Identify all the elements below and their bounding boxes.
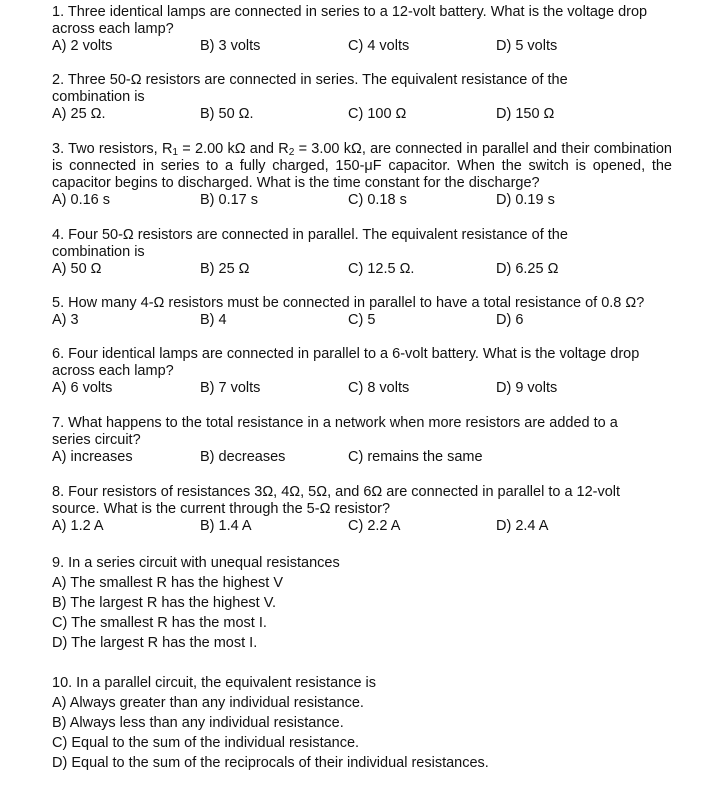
option-d: D) 5 volts — [496, 38, 558, 54]
option-d: D) Equal to the sum of the reciprocals of their individual resistances. — [52, 755, 489, 771]
question-9 — [52, 553, 676, 653]
text-segment: = 3.00 kΩ, are connected in parallel and their combination is connected in series to a fully charged, 150-μF capacitor. When the switch is opened, the capacitor begins to discharged. What is the time constant for the discharge? — [52, 141, 677, 191]
question-8-text: 8. Four resistors of resistances 3Ω, 4Ω, 5Ω, and 6Ω are connected in parallel to a 12-volt source. What is the current through the 5-Ω resistor? — [52, 484, 625, 517]
option-a: A) 1.2 A — [52, 518, 104, 534]
question-5 — [52, 295, 676, 329]
option-b: B) 1.4 A — [200, 518, 252, 534]
option-b: B) Always less than any individual resistance. — [52, 715, 344, 731]
question-6-text: 6. Four identical lamps are connected in parallel to a 6-volt battery. What is the voltage drop across each lamp? — [52, 346, 644, 379]
subscript: 1 — [172, 147, 179, 158]
question-4-options — [52, 261, 676, 278]
option-c: C) 8 volts — [348, 380, 410, 396]
question-5-options — [52, 312, 676, 329]
option-d: D) 9 volts — [496, 380, 558, 396]
option-a: A) The smallest R has the highest V — [52, 575, 284, 591]
question-3-options — [52, 192, 676, 209]
option-a: A) Always greater than any individual resistance. — [52, 695, 364, 711]
option-c: C) Equal to the sum of the individual resistance. — [52, 735, 360, 751]
option-b: B) 4 — [200, 312, 227, 328]
option-d: D) 0.19 s — [496, 192, 555, 208]
option-c: C) 4 volts — [348, 38, 410, 54]
option-a: A) 3 — [52, 312, 79, 328]
option-b: B) decreases — [200, 449, 286, 465]
option-b: B) 50 Ω. — [200, 106, 254, 122]
option-c: C) 12.5 Ω. — [348, 261, 415, 277]
option-d: D) The largest R has the most I. — [52, 635, 258, 651]
question-2-text: 2. Three 50-Ω resistors are connected in series. The equivalent resistance of the combination is — [52, 72, 572, 105]
option-d: D) 6.25 Ω — [496, 261, 559, 277]
option-a: A) 2 volts — [52, 38, 113, 54]
option-c: C) 2.2 A — [348, 518, 401, 534]
option-c: C) 0.18 s — [348, 192, 407, 208]
question-5-text: 5. How many 4-Ω resistors must be connected in parallel to have a total resistance of 0.8 Ω? — [52, 295, 645, 311]
question-10 — [52, 673, 676, 773]
option-c: C) The smallest R has the most I. — [52, 615, 267, 631]
option-b: B) 3 volts — [200, 38, 261, 54]
option-b: B) 0.17 s — [200, 192, 259, 208]
question-4-text: 4. Four 50-Ω resistors are connected in parallel. The equivalent resistance of the combination is — [52, 227, 572, 260]
option-d: D) 6 — [496, 312, 524, 328]
question-1-options — [52, 38, 676, 55]
question-sheet — [52, 4, 676, 773]
option-b: B) 7 volts — [200, 380, 261, 396]
option-c: C) 100 Ω — [348, 106, 407, 122]
question-6-options — [52, 380, 676, 397]
question-10-text: 10. In a parallel circuit, the equivalent resistance is — [52, 675, 377, 691]
question-8 — [52, 484, 676, 535]
question-2-options — [52, 106, 676, 123]
question-3-text — [52, 141, 677, 192]
question-7 — [52, 415, 676, 466]
option-a: A) 50 Ω — [52, 261, 102, 277]
question-9-text: 9. In a series circuit with unequal resistances — [52, 555, 340, 571]
option-d: D) 2.4 A — [496, 518, 549, 534]
option-d: D) 150 Ω — [496, 106, 555, 122]
option-a: A) 0.16 s — [52, 192, 111, 208]
question-6 — [52, 346, 676, 397]
question-7-options — [52, 449, 676, 466]
question-2 — [52, 72, 676, 123]
option-b: B) 25 Ω — [200, 261, 250, 277]
text-segment: 3. Two resistors, R — [52, 141, 173, 157]
question-4 — [52, 227, 676, 278]
option-c: C) remains the same — [348, 449, 483, 465]
option-c: C) 5 — [348, 312, 376, 328]
question-8-options — [52, 518, 676, 535]
option-a: A) 6 volts — [52, 380, 113, 396]
text-segment: = 2.00 kΩ and R — [178, 141, 289, 157]
option-a: A) increases — [52, 449, 133, 465]
question-7-text: 7. What happens to the total resistance in a network when more resistors are added to a series circuit? — [52, 415, 622, 448]
question-3 — [52, 141, 676, 209]
question-1 — [52, 4, 676, 55]
option-a: A) 25 Ω. — [52, 106, 106, 122]
question-1-text: 1. Three identical lamps are connected in series to a 12-volt battery. What is the voltage drop across each lamp? — [52, 4, 652, 37]
option-b: B) The largest R has the highest V. — [52, 595, 277, 611]
subscript: 2 — [288, 147, 295, 158]
